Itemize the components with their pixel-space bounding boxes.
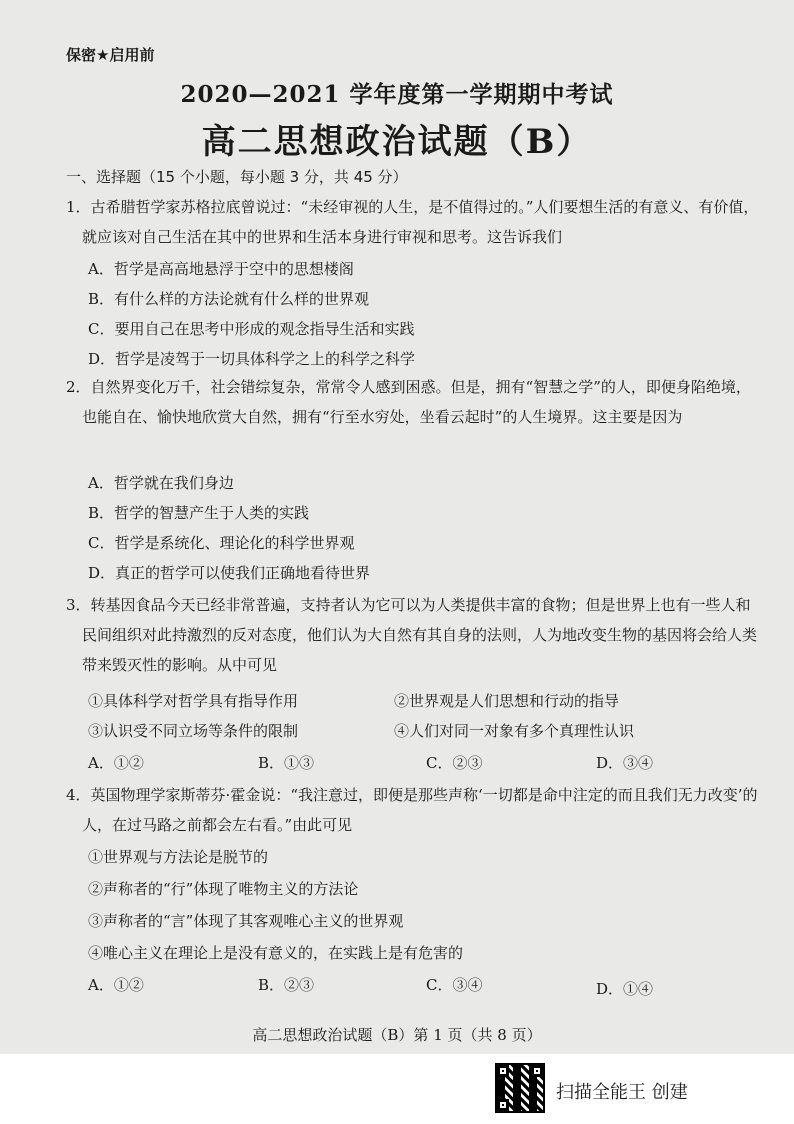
question-4-text: 4．英国物理学家斯蒂芬·霍金说：“我注意过，即便是那些声称‘一切都是命中注定的而且我们无力改变’的人，在过马路之前都会左右看。”由此可见 — [66, 786, 758, 834]
question-1-option-c: C．要用自己在思考中形成的观念指导生活和实践 — [88, 320, 415, 338]
question-3-statement-4: ④人们对同一对象有多个真理性认识 — [394, 722, 635, 740]
question-3-text: 3．转基因食品今天已经非常普遍，支持者认为它可以为人类提供丰富的食物；但是世界上也有一些人和民间组织对此持激烈的反对态度，他们认为大自然有其自身的法则，人为地改变生物的基因将会给人类带来毁灭性的影响。从中可见 — [66, 596, 758, 674]
qr-finder-icon — [497, 1099, 509, 1111]
qr-finder-icon — [497, 1065, 509, 1077]
question-2-text: 2．自然界变化万千，社会错综复杂，常常令人感到困惑。但是，拥有“智慧之学”的人，即便身陷绝境，也能自在、愉快地欣赏大自然，拥有“行至水穷处，坐看云起时”的人生境界。这主要是因为 — [66, 378, 751, 426]
question-1-option-a: A．哲学是高高地悬浮于空中的思想楼阁 — [88, 260, 354, 278]
question-2-option-d: D．真正的哲学可以使我们正确地看待世界 — [88, 564, 371, 582]
question-4-choice-d: D．①④ — [596, 980, 654, 998]
question-3-choice-b: B．①③ — [258, 754, 315, 772]
question-2-option-a: A．哲学就在我们身边 — [88, 474, 234, 492]
question-2-option-b: B．哲学的智慧产生于人类的实践 — [88, 504, 310, 522]
page-footer: 高二思想政治试题（B）第 1 页（共 8 页） — [252, 1026, 542, 1044]
question-1-text: 1．古希腊哲学家苏格拉底曾说过：“未经审视的人生，是不值得过的。”人们要想生活的有意义、有价值，就应该对自己生活在其中的世界和生活本身进行审视和思考。这告诉我们 — [66, 198, 759, 246]
question-4-choice-a: A．①② — [88, 976, 144, 994]
qr-code-icon — [495, 1063, 545, 1113]
question-4-choice-c: C．③④ — [426, 976, 483, 994]
question-3-statement-1: ①具体科学对哲学具有指导作用 — [88, 692, 299, 710]
scanner-watermark: 扫描全能王 创建 — [556, 1082, 688, 1103]
question-3-statement-2: ②世界观是人们思想和行动的指导 — [394, 692, 620, 710]
question-4-statement-2: ②声称者的“行”体现了唯物主义的方法论 — [88, 880, 359, 898]
question-2-option-c: C．哲学是系统化、理论化的科学世界观 — [88, 534, 355, 552]
question-1-option-d: D．哲学是凌驾于一切具体科学之上的科学之科学 — [88, 350, 416, 368]
question-3-choice-d: D．③④ — [596, 754, 654, 772]
question-3-statement-3: ③认识受不同立场等条件的限制 — [88, 722, 299, 740]
question-4-statement-3: ③声称者的“言”体现了其客观唯心主义的世界观 — [88, 912, 404, 930]
exam-title: 2020—2021 学年度第一学期期中考试 — [180, 81, 614, 108]
section-heading: 一、选择题（15 个小题，每小题 3 分，共 45 分） — [66, 168, 408, 186]
question-4-statement-1: ①世界观与方法论是脱节的 — [88, 848, 269, 866]
exam-subject-title: 高二思想政治试题（B） — [201, 122, 593, 162]
question-3-choice-c: C．②③ — [426, 754, 483, 772]
question-3-choice-a: A．①② — [88, 754, 144, 772]
question-4-statement-4: ④唯心主义在理论上是没有意义的，在实践上是有危害的 — [88, 944, 464, 962]
question-4-choice-b: B．②③ — [258, 976, 315, 994]
question-1-option-b: B．有什么样的方法论就有什么样的世界观 — [88, 290, 370, 308]
qr-finder-icon — [531, 1065, 543, 1077]
confidential-label: 保密★启用前 — [66, 46, 155, 64]
